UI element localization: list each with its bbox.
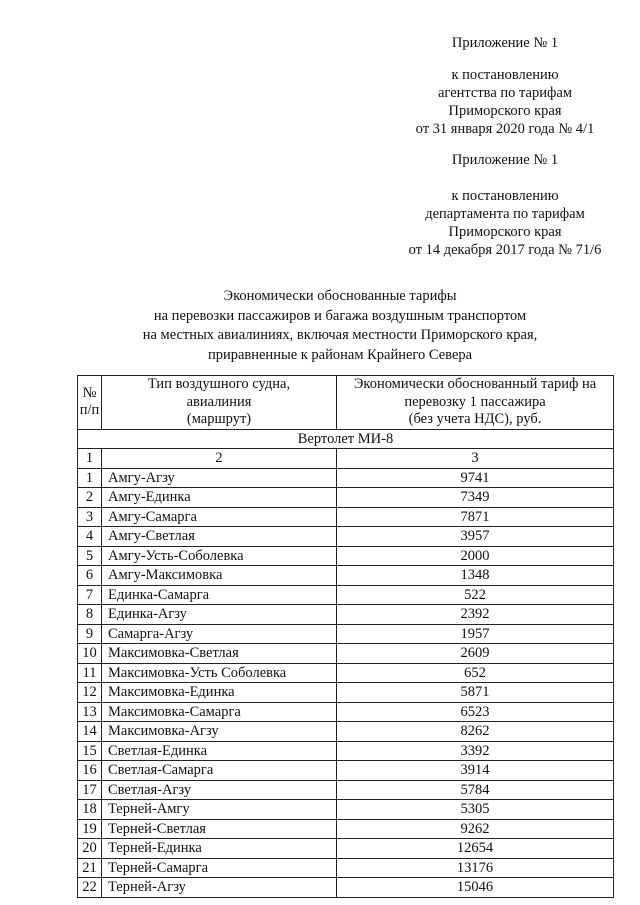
row-number: 6 [78, 566, 102, 586]
tariff-table [77, 375, 614, 898]
row-number: 7 [78, 585, 102, 605]
table-row [78, 488, 614, 508]
tariff-value: 1348 [337, 566, 614, 586]
route-name: Амгу-Усть-Соболевка [102, 546, 337, 566]
tariff-value: 7349 [337, 488, 614, 508]
row-number: 10 [78, 644, 102, 664]
tariff-value: 9741 [337, 468, 614, 488]
table-row [78, 468, 614, 488]
appendix-label: Приложение № 1 [451, 35, 559, 51]
tariff-value: 2392 [337, 605, 614, 625]
row-number: 14 [78, 722, 102, 742]
route-name: Терней-Самарга [102, 858, 337, 878]
table-header-row [78, 376, 614, 430]
tariff-value: 3957 [337, 527, 614, 547]
appendix-line: к постановлению [451, 188, 559, 204]
title-line: Экономически обоснованные тарифы [223, 288, 457, 304]
table-row [78, 702, 614, 722]
header-number: № п/п [78, 376, 102, 430]
table-row [78, 839, 614, 859]
tariff-value: 3914 [337, 761, 614, 781]
row-number: 13 [78, 702, 102, 722]
table-row [78, 585, 614, 605]
route-name: Терней-Амгу [102, 800, 337, 820]
section-row [78, 429, 614, 449]
title-line: приравненные к районам Крайнего Севера [207, 346, 473, 363]
tariff-value: 6523 [337, 702, 614, 722]
appendix-line: агентства по тарифам [438, 85, 572, 101]
route-name: Терней-Единка [102, 839, 337, 859]
row-number: 11 [78, 663, 102, 683]
route-name: Максимовка-Единка [102, 683, 337, 703]
tariff-value: 2609 [337, 644, 614, 664]
row-number: 5 [78, 546, 102, 566]
table-row [78, 605, 614, 625]
table-row [78, 527, 614, 547]
route-name: Светлая-Агзу [102, 780, 337, 800]
route-name: Максимовка-Самарга [102, 702, 337, 722]
table-row [78, 761, 614, 781]
appendix-line: от 31 января 2020 года № 4/1 [415, 121, 595, 137]
route-name: Светлая-Самарга [102, 761, 337, 781]
col-number: 3 [337, 449, 614, 469]
column-number-row [78, 449, 614, 469]
route-name: Единка-Агзу [102, 605, 337, 625]
tariff-value: 3392 [337, 741, 614, 761]
title-line: на перевозки пассажиров и багажа воздушным транспортом [153, 307, 527, 324]
appendix-line: департамента по тарифам [425, 206, 585, 222]
table-row [78, 741, 614, 761]
header-route: Тип воздушного судна, авиалиния (маршрут) [102, 376, 337, 430]
tariff-value: 2000 [337, 546, 614, 566]
route-name: Амгу-Единка [102, 488, 337, 508]
route-name: Амгу-Светлая [102, 527, 337, 547]
route-name: Амгу-Агзу [102, 468, 337, 488]
row-number: 9 [78, 624, 102, 644]
route-name: Максимовка-Светлая [102, 644, 337, 664]
table-row [78, 878, 614, 898]
table-row [78, 624, 614, 644]
row-number: 8 [78, 605, 102, 625]
table-row [78, 722, 614, 742]
table-row [78, 780, 614, 800]
appendix-line: к постановлению [451, 67, 559, 83]
table-row [78, 858, 614, 878]
route-name: Максимовка-Усть Соболевка [102, 663, 337, 683]
route-name: Единка-Самарга [102, 585, 337, 605]
table-row [78, 644, 614, 664]
appendix-line: Приморского края [448, 224, 562, 240]
row-number: 4 [78, 527, 102, 547]
table-row [78, 566, 614, 586]
route-name: Амгу-Самарга [102, 507, 337, 527]
tariff-value: 1957 [337, 624, 614, 644]
tariff-value: 9262 [337, 819, 614, 839]
row-number: 3 [78, 507, 102, 527]
row-number: 21 [78, 858, 102, 878]
row-number: 19 [78, 819, 102, 839]
col-number: 2 [102, 449, 337, 469]
route-name: Терней-Агзу [102, 878, 337, 898]
row-number: 18 [78, 800, 102, 820]
tariff-value: 15046 [337, 878, 614, 898]
appendix-label-2: Приложение № 1 [451, 152, 559, 168]
document-title [80, 287, 600, 365]
appendix-details [380, 66, 630, 138]
row-number: 15 [78, 741, 102, 761]
header-tariff: Экономически обоснованный тариф на перевозку 1 пассажира (без учета НДС), руб. [337, 376, 614, 430]
title-line: на местных авиалиниях, включая местности Приморского края, [142, 327, 538, 343]
route-name: Амгу-Максимовка [102, 566, 337, 586]
row-number: 12 [78, 683, 102, 703]
route-name: Самарга-Агзу [102, 624, 337, 644]
appendix-details-2 [380, 187, 630, 259]
route-name: Терней-Светлая [102, 819, 337, 839]
row-number: 16 [78, 761, 102, 781]
row-number: 2 [78, 488, 102, 508]
route-name: Максимовка-Агзу [102, 722, 337, 742]
tariff-value: 13176 [337, 858, 614, 878]
route-name: Светлая-Единка [102, 741, 337, 761]
tariff-value: 12654 [337, 839, 614, 859]
row-number: 1 [78, 468, 102, 488]
row-number: 20 [78, 839, 102, 859]
row-number: 17 [78, 780, 102, 800]
tariff-value: 5784 [337, 780, 614, 800]
tariff-value: 7871 [337, 507, 614, 527]
table-row [78, 546, 614, 566]
col-number: 1 [78, 449, 102, 469]
table-row [78, 507, 614, 527]
table-row [78, 683, 614, 703]
table-row [78, 819, 614, 839]
appendix-line: Приморского края [448, 103, 562, 119]
tariff-value: 652 [337, 663, 614, 683]
row-number: 22 [78, 878, 102, 898]
tariff-value: 8262 [337, 722, 614, 742]
tariff-value: 522 [337, 585, 614, 605]
tariff-value: 5871 [337, 683, 614, 703]
appendix-line: от 14 декабря 2017 года № 71/6 [408, 242, 602, 258]
table-row [78, 663, 614, 683]
section-title: Вертолет МИ-8 [78, 429, 614, 449]
tariff-value: 5305 [337, 800, 614, 820]
table-row [78, 800, 614, 820]
